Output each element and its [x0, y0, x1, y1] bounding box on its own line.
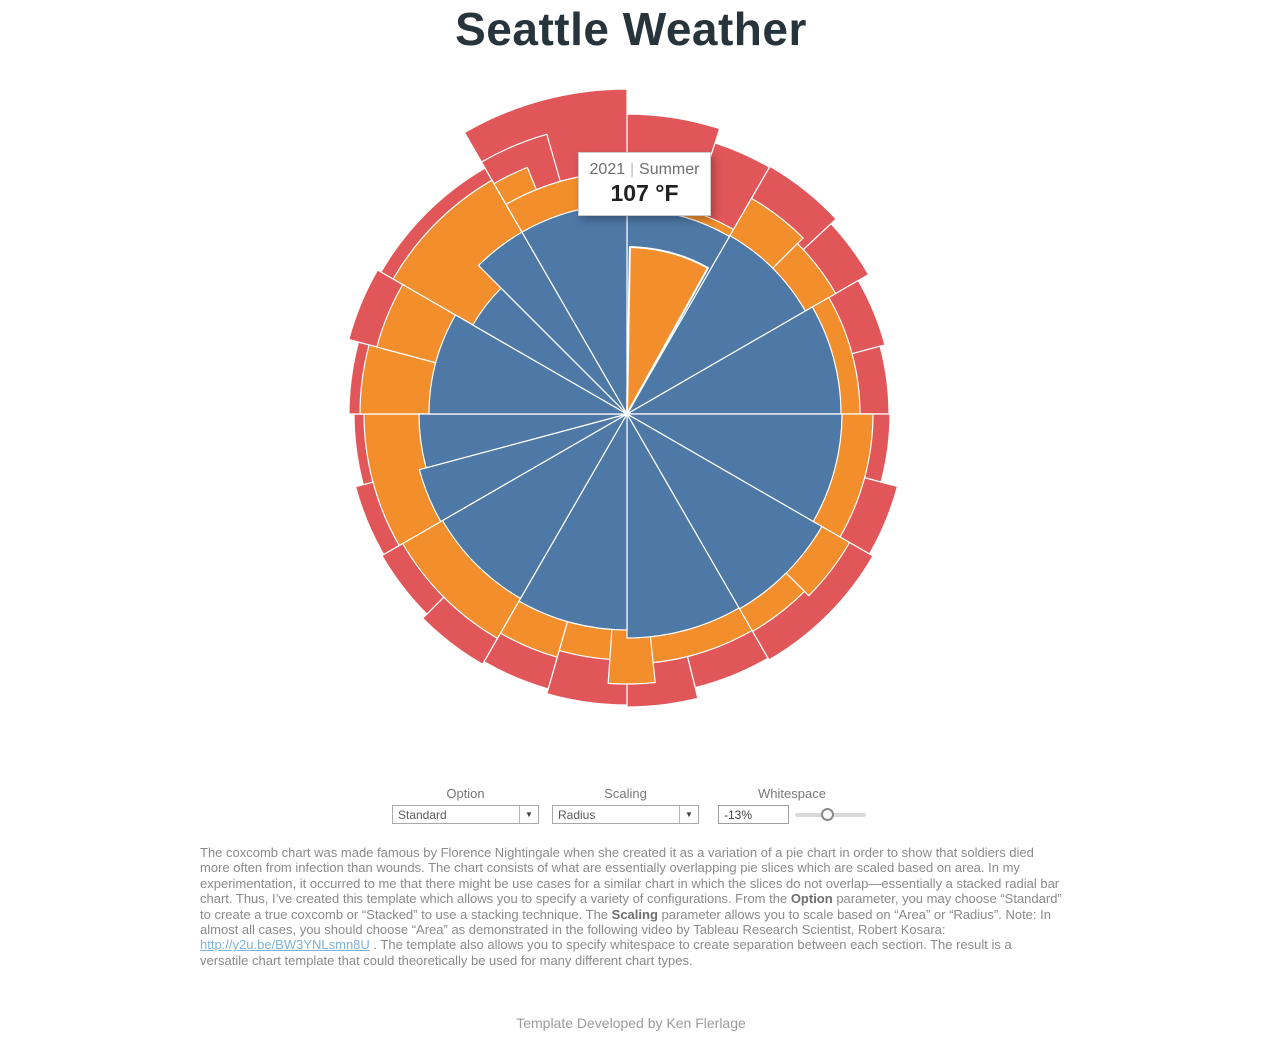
description-text: parameter allows you to scale based on “Area” or “Radius”. Note: In almost all cases, you should choose “Area” as demonstrated in the following video by Tableau Research Scientist, Robert Kosara: [200, 906, 1051, 938]
chevron-down-icon[interactable]: ▼ [519, 806, 538, 823]
scaling-dropdown[interactable] [552, 805, 699, 824]
description-text: The coxcomb chart was made famous by Florence Nightingale when she created it as a variation of a pie chart in order to show that soldiers died more often from infection than wounds. The chart consists of what are essentially overlapping pie slices which are scaled based on area. In my experimentation, it occurred to me that there might be use cases for a similar chart in which the slices do not overlap—essentially a stacked radial bar chart. Thus, I’ve created this template which allows you to specify a variety of configurations. From the [200, 845, 1060, 907]
option-label: Option [446, 786, 485, 801]
option-dropdown-value: Standard [398, 807, 447, 822]
whitespace-input[interactable] [718, 805, 789, 824]
option-dropdown[interactable] [392, 805, 539, 824]
tooltip-year: 2021 [589, 161, 626, 178]
tooltip-value: 107 °F [610, 180, 679, 206]
chevron-down-icon[interactable]: ▼ [679, 806, 698, 823]
scaling-dropdown-value: Radius [558, 807, 596, 822]
description-text: parameter, you may choose “Standard” to create a true coxcomb or “Stacked” to use a stacking technique. The [200, 891, 1062, 922]
whitespace-slider-handle[interactable] [821, 808, 834, 821]
footer-credit: Template Developed by Ken Flerlage [516, 1015, 746, 1031]
page-title: Seattle Weather [455, 3, 807, 55]
description-bold-text: Option [790, 891, 833, 907]
tooltip-separator: | [630, 161, 635, 178]
description-bold-text: Scaling [611, 906, 658, 922]
whitespace-label: Whitespace [758, 786, 826, 801]
tooltip-header [590, 161, 700, 179]
scaling-label: Scaling [604, 786, 647, 801]
video-link[interactable]: http://y2u.be/BW3YNLsmn8U [200, 937, 370, 953]
tooltip-season: Summer [639, 161, 700, 178]
chart-tooltip [578, 152, 711, 216]
description-paragraph [200, 845, 1062, 968]
description-text: . The template also allows you to specify whitespace to create separation between each section. The result is a versatile chart template that could theoretically be used for many different chart types. [200, 937, 1012, 968]
